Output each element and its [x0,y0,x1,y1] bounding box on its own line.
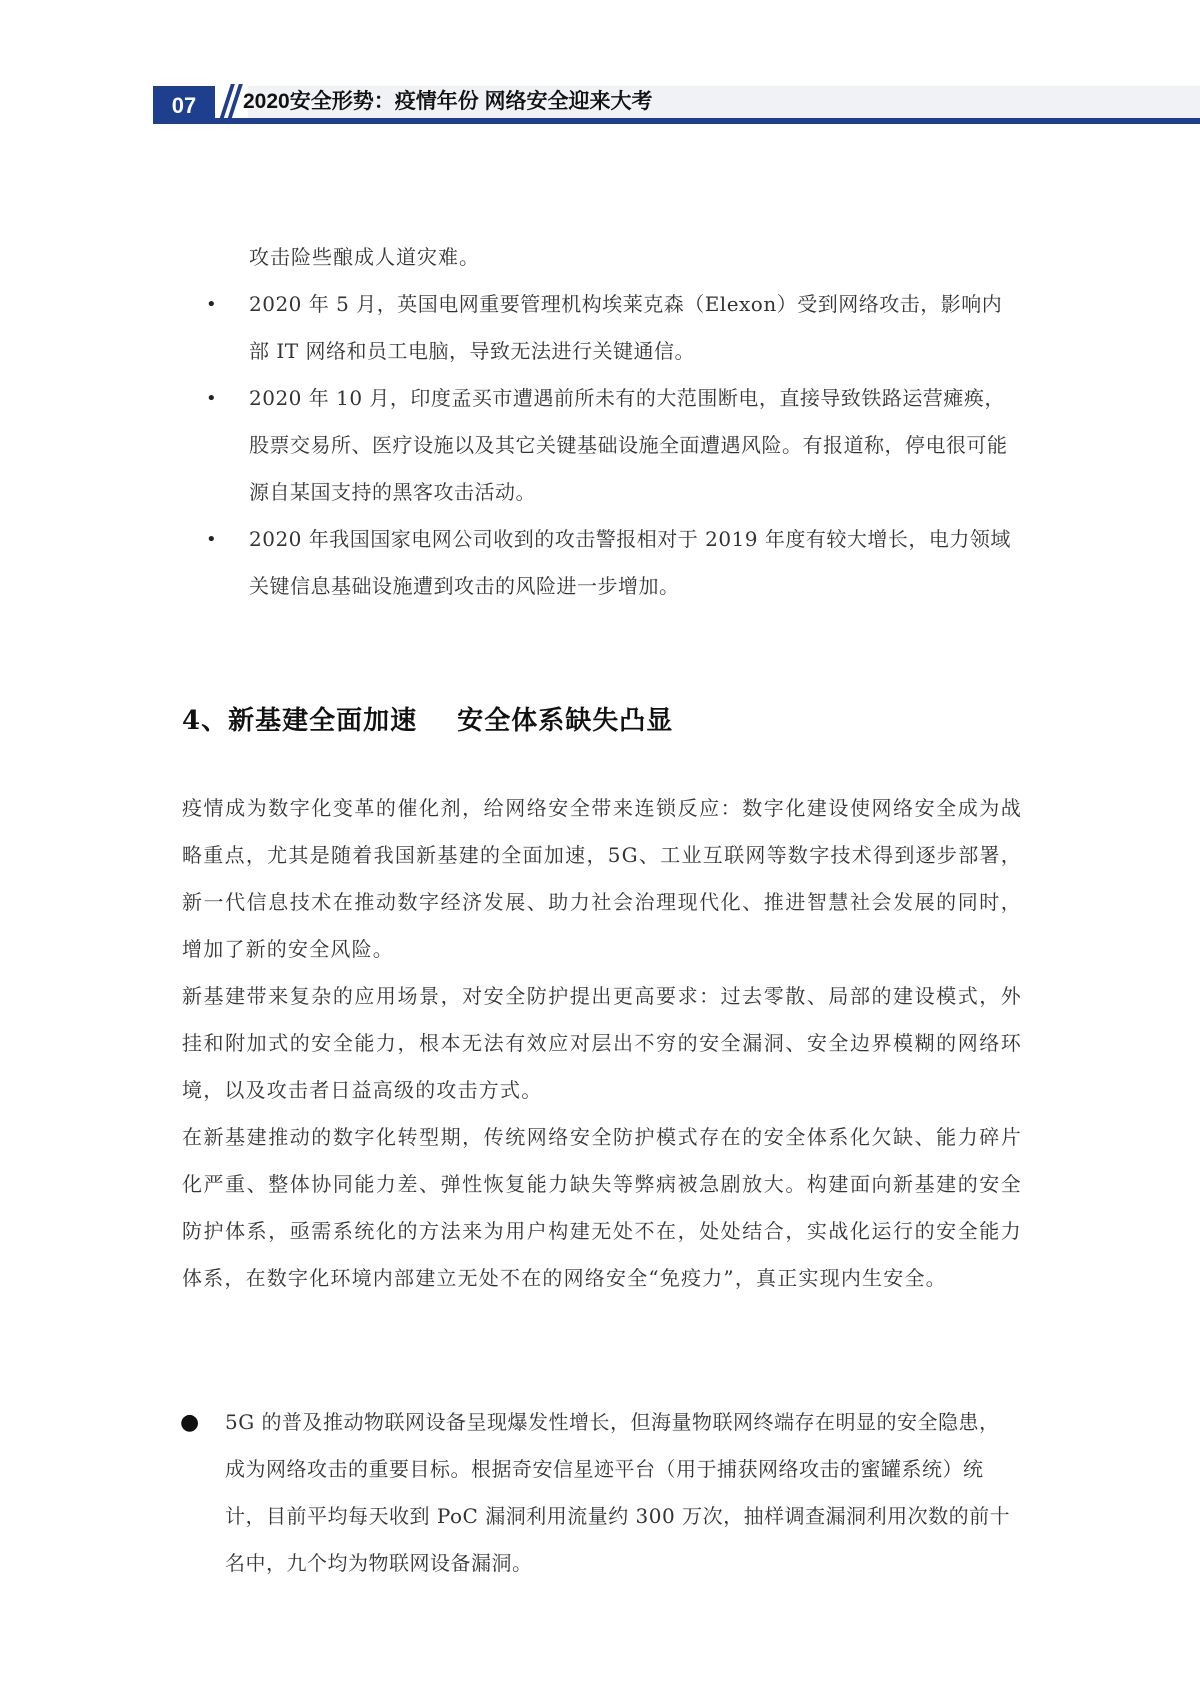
bullet-list-bottom [0,1399,1200,1587]
paragraph: 疫情成为数字化变革的催化剂，给网络安全带来连锁反应：数字化建设使网络安全成为战略重点，尤其是随着我国新基建的全面加速，5G、工业互联网等数字技术得到逐步部署，新一代信息技术在推动数字经济发展、助力社会治理现代化、推进智慧社会发展的同时，增加了新的安全风险。 [182,796,1022,961]
bullet-icon: ● [180,1410,200,1435]
header-rule [153,118,1200,124]
bullet-icon: • [206,388,218,409]
list-item [0,1399,1018,1587]
list-item-text: 2020 年 5 月，英国电网重要管理机构埃莱克森（Elexon）受到网络攻击，影响内部 IT 网络和员工电脑，导致无法进行关键通信。 [249,292,1003,363]
list-item-text: 2020 年 10 月，印度孟买市遭遇前所未有的大范围断电，直接导致铁路运营瘫痪，股票交易所、医疗设施以及其它关键基础设施全面遭遇风险。有报道称，停电很可能源自某国支持的黑客攻击活动。 [249,386,1008,504]
body-text [182,785,1022,1302]
list-item [0,375,1019,516]
list-item-text: 2020 年我国国家电网公司收到的攻击警报相对于 2019 年度有较大增长，电力领域关键信息基础设施遭到攻击的风险进一步增加。 [249,527,1011,598]
bullet-icon: • [206,294,218,315]
header-title: 2020安全形势：疫情年份 网络安全迎来大考 [243,90,653,113]
paragraph: 在新基建推动的数字化转型期，传统网络安全防护模式存在的安全体系化欠缺、能力碎片化严重、整体协同能力差、弹性恢复能力缺失等弊病被急剧放大。构建面向新基建的安全防护体系，亟需系统化的方法来为用户构建无处不在，处处结合，实战化运行的安全能力体系，在数字化环境内部建立无处不在的网络安全“免疫力”，真正实现内生安全。 [182,1125,1022,1290]
list-item-text: 5G 的普及推动物联网设备呈现爆发性增长，但海量物联网终端存在明显的安全隐患，成为网络攻击的重要目标。根据奇安信星迹平台（用于捕获网络攻击的蜜罐系统）统计，目前平均每天收到 PoC 漏洞利用流量约 300 万次，抽样调查漏洞利用次数的前十名中，九个均为物联网设备漏洞。 [225,1410,1011,1575]
bullet-list-top [0,281,1200,610]
page-header [153,80,1200,124]
bullet-icon: • [206,529,218,550]
page-number: 07 [153,86,215,124]
section-heading: 4、新基建全面加速 安全体系缺失凸显 [182,706,674,736]
list-item [0,281,1019,375]
continuation-text: 攻击险些酿成人道灾难。 [249,245,480,269]
list-item [0,516,1019,610]
paragraph: 新基建带来复杂的应用场景，对安全防护提出更高要求：过去零散、局部的建设模式，外挂和附加式的安全能力，根本无法有效应对层出不穷的安全漏洞、安全边界模糊的网络环境，以及攻击者日益高级的攻击方式。 [182,984,1022,1102]
